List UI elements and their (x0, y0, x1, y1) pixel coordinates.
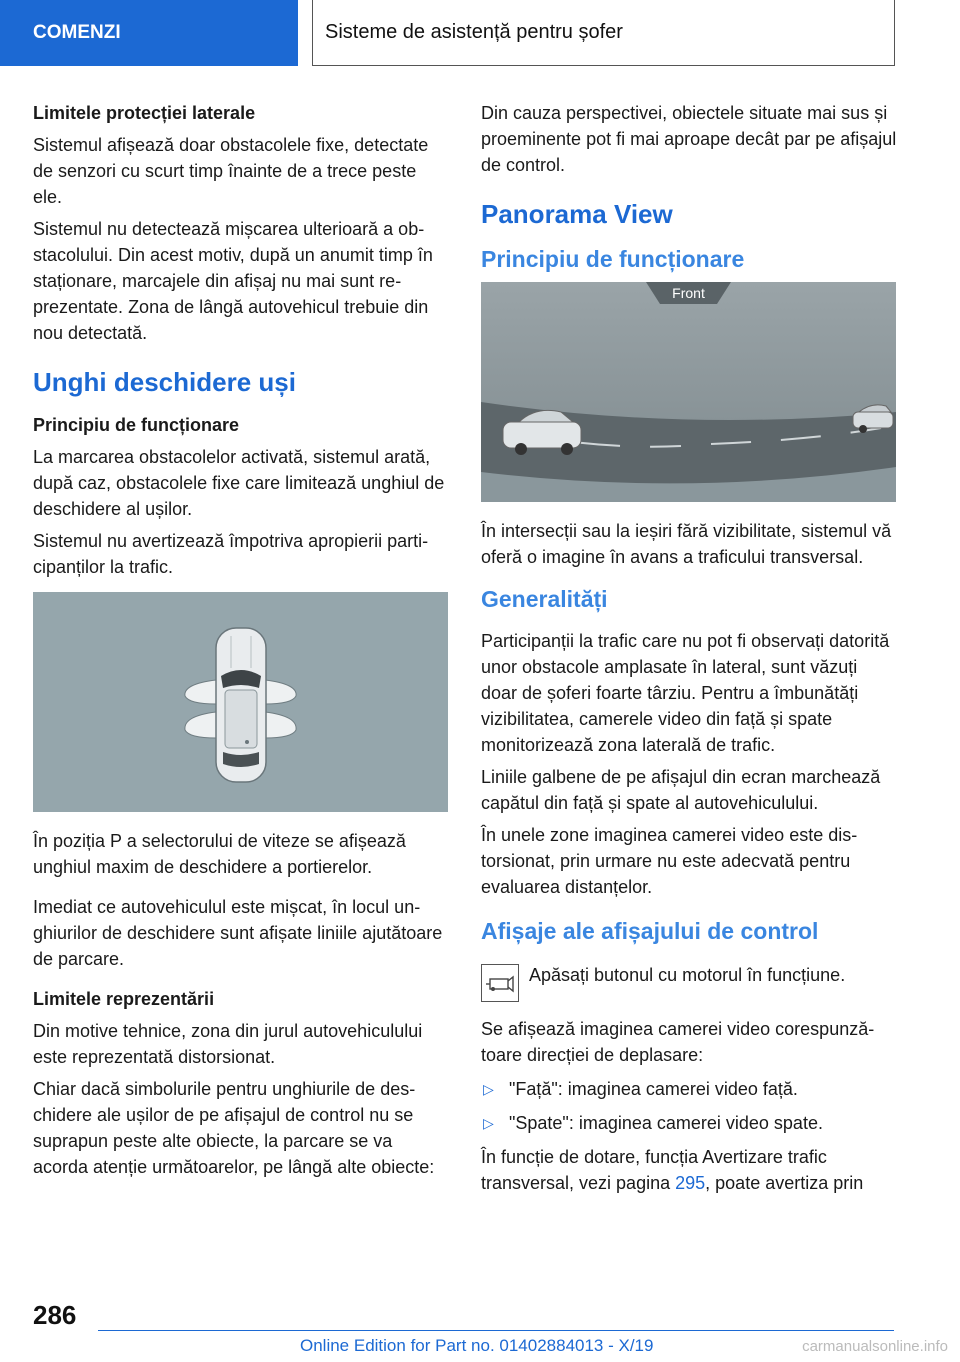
right-column (481, 100, 897, 1202)
watermark: carmanualsonline.info (802, 1338, 948, 1355)
paragraph: Chiar dacă simbolurile pentru unghiurile de deschidere ale ușilor de pe afișajul de control nu se suprapun peste alte obiecte, la parcare se va acorda atenție următoarelor, pe lângă alte obiecte: (33, 1079, 435, 1177)
triangle-bullet-icon: ▷ (483, 1115, 494, 1131)
paragraph: Liniile galbene de pe afișajul din ecran marchează capătul din față și spate al autovehiculului. (481, 767, 881, 813)
page-number: 286 (33, 1300, 77, 1330)
paragraph: Participanții la trafic care nu pot fi observați datorită unor obstacole amplasate în lateral, sunt văzuți doar de șoferi foarte târziu. Pentru a îmbunătăți vizibilitatea, camerele video din față și spate monitorizează zona laterală de trafic. (481, 631, 890, 755)
paragraph-text: , poate avertiza prin (705, 1173, 864, 1193)
paragraph-text: În funcție de dotare, funcția Avertizare trafic transversal, vezi pagina (481, 1147, 827, 1193)
list-item-text: "Spate": imaginea camerei video spate. (509, 1113, 823, 1133)
paragraph: Sistemul nu detectează mișcarea ulterioară a obstacolului. Din acest motiv, după un anumit timp în staționare, marcajele din afișaj nu mai sunt reprezentate. Zona de lângă autovehicul trebuie din nou detectată. (33, 219, 433, 343)
paragraph: În unele zone imaginea camerei video este distorsionat, prin urmare nu este adecvată pentru evaluarea distanțelor. (481, 825, 858, 897)
list-item (481, 1110, 897, 1136)
paragraph: Sistemul afișează doar obstacolele fixe, detectate de senzori cu scurt timp înainte de a trece peste ele. (33, 135, 429, 207)
footer-divider (98, 1330, 894, 1331)
paragraph: La marcarea obstacolelor activată, sistemul arată, după caz, obstacolele fixe care limitează unghiul de deschidere al ușilor. (33, 447, 445, 519)
section-tab: COMENZI (0, 0, 298, 66)
door-principle-title: Principiu de funcționare (33, 415, 240, 435)
door-angle-heading: Unghi deschidere uși (33, 367, 296, 397)
panorama-view-heading: Panorama View (481, 199, 673, 229)
paragraph: Din cauza perspectivei, obiectele situate mai sus și proeminente pot fi mai aproape decât par pe afișajul de control. (481, 103, 897, 175)
general-heading: Generalități (481, 586, 608, 612)
paragraph: Imediat ce autovehiculul este mișcat, în locul unghiurilor de deschidere sunt afișate liniile ajutătoare de parcare. (33, 897, 443, 969)
door-angle-figure (33, 592, 448, 812)
paragraph: În intersecții sau la ieșiri fără vizibilitate, sistemul vă oferă o imagine în avans a traficului transversal. (481, 521, 892, 567)
car-top-view-icon (33, 592, 448, 812)
display-limits-title: Limitele reprezentării (33, 989, 215, 1009)
page-link[interactable]: 295 (675, 1173, 706, 1193)
chapter-title: Sisteme de asistență pentru șofer (312, 0, 895, 66)
paragraph: Din motive tehnice, zona din jurul autovehiculului este reprezentată distorsionat. (33, 1021, 423, 1067)
panorama-camera-image (481, 282, 896, 502)
lateral-limits-title: Limitele protecției laterale (33, 103, 256, 123)
camera-button-row (481, 960, 897, 1010)
paragraph: Apăsați butonul cu motorul în funcțiune. (529, 965, 846, 985)
display-heading: Afișaje ale afișajului de control (481, 918, 819, 944)
left-column (33, 100, 449, 1186)
panorama-figure (481, 282, 896, 502)
front-label: Front (672, 285, 705, 301)
list-item-text: "Față": imaginea camerei video față. (509, 1079, 798, 1099)
triangle-bullet-icon: ▷ (483, 1081, 494, 1097)
paragraph (481, 1144, 897, 1196)
paragraph: Se afișează imaginea camerei video corespunzătoare direcției de deplasare: (481, 1019, 875, 1065)
list-item (481, 1076, 897, 1102)
paragraph: Sistemul nu avertizează împotriva apropierii participanților la trafic. (33, 531, 429, 577)
edition-info: Online Edition for Part no. 01402884013 - X/19 (300, 1336, 654, 1355)
camera-view-icon (481, 964, 519, 1002)
paragraph: În poziția P a selectorului de viteze se afișează unghiul maxim de deschidere a portierelor. (33, 831, 406, 877)
principle-heading: Principiu de funcționare (481, 246, 745, 272)
